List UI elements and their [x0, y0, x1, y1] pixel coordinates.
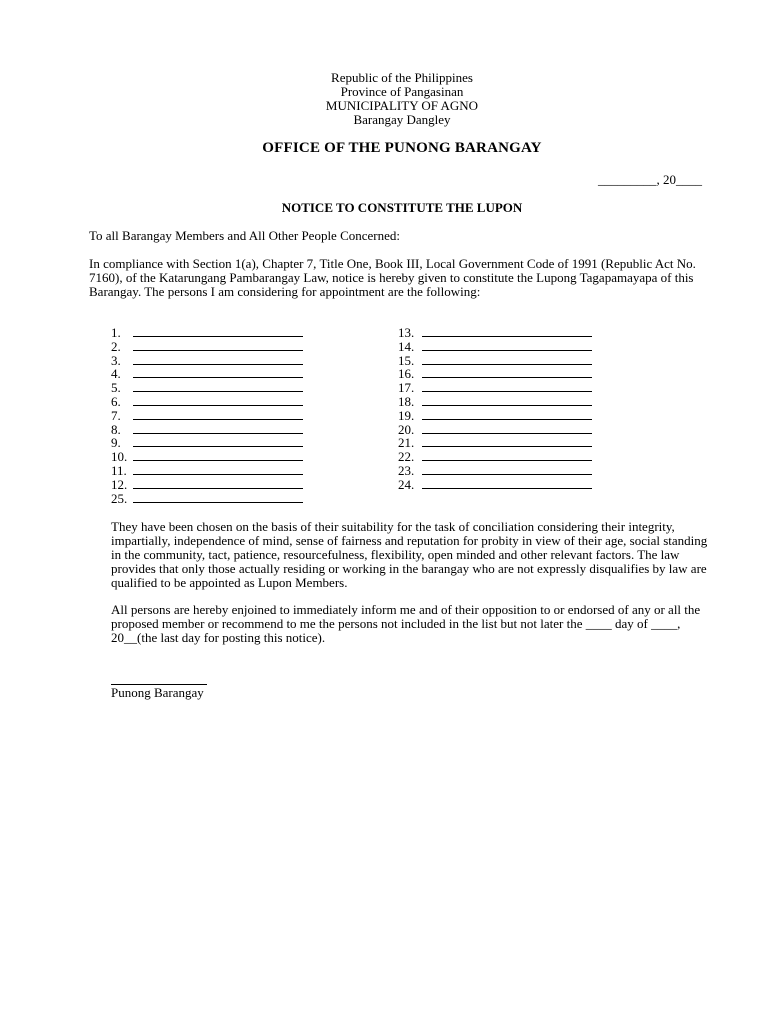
- notice-title: NOTICE TO CONSTITUTE THE LUPON: [281, 200, 523, 215]
- name-blank-line: [133, 450, 303, 461]
- list-item: [398, 409, 592, 423]
- name-blank-line: [422, 381, 592, 392]
- list-item: [398, 326, 592, 340]
- name-blank-line: [133, 423, 303, 434]
- name-blank-line: [133, 478, 303, 489]
- list-item: [111, 492, 303, 506]
- document-header: [0, 71, 768, 127]
- list-item: [111, 395, 303, 409]
- list-item-number: 17.: [398, 380, 415, 396]
- list-item: [111, 326, 303, 340]
- list-item-number: 2.: [111, 338, 121, 354]
- name-blank-line: [133, 367, 303, 378]
- list-item-number: 10.: [111, 449, 128, 465]
- list-item-number: 15.: [398, 352, 415, 368]
- list-item-number: 16.: [398, 366, 415, 382]
- list-item-number: 25.: [111, 490, 128, 506]
- name-blank-line: [422, 450, 592, 461]
- list-item: [398, 423, 592, 437]
- office-title: OFFICE OF THE PUNONG BARANGAY: [262, 140, 542, 156]
- list-item-number: 24.: [398, 476, 415, 492]
- name-blank-line: [422, 464, 592, 475]
- list-item-number: 5.: [111, 380, 121, 396]
- name-blank-line: [422, 409, 592, 420]
- name-blank-line: [133, 464, 303, 475]
- list-item-number: 13.: [398, 325, 415, 340]
- list-item-number: 23.: [398, 462, 415, 478]
- header-republic: Republic of the Philippines: [331, 70, 473, 85]
- list-item-number: 19.: [398, 407, 415, 423]
- list-item: [398, 354, 592, 368]
- list-item: [398, 340, 592, 354]
- list-item: [111, 450, 303, 464]
- list-item: [398, 367, 592, 381]
- name-blank-line: [422, 354, 592, 365]
- list-item-number: 7.: [111, 407, 121, 423]
- list-item-number: 6.: [111, 393, 121, 409]
- name-blank-line: [133, 409, 303, 420]
- list-item: [111, 381, 303, 395]
- name-blank-line: [422, 326, 592, 337]
- member-list-right: [398, 326, 592, 492]
- name-blank-line: [133, 354, 303, 365]
- list-item-number: 1.: [111, 325, 121, 340]
- list-item-number: 21.: [398, 435, 415, 451]
- header-barangay: Barangay Dangley: [353, 112, 451, 127]
- list-item: [398, 436, 592, 450]
- name-blank-line: [422, 395, 592, 406]
- list-item: [111, 436, 303, 450]
- header-municipality: MUNICIPALITY OF AGNO: [325, 98, 479, 113]
- list-item: [398, 464, 592, 478]
- name-blank-line: [133, 326, 303, 337]
- header-province: Province of Pangasinan: [340, 84, 464, 99]
- list-item: [111, 464, 303, 478]
- list-item-number: 18.: [398, 393, 415, 409]
- list-item: [398, 478, 592, 492]
- name-blank-line: [422, 367, 592, 378]
- list-item-number: 4.: [111, 366, 121, 382]
- list-item-number: 22.: [398, 449, 415, 465]
- date-line: _________, 20____: [598, 172, 702, 187]
- list-item-number: 9.: [111, 435, 121, 451]
- list-item: [398, 395, 592, 409]
- name-blank-line: [422, 478, 592, 489]
- name-blank-line: [133, 492, 303, 503]
- list-item: [398, 381, 592, 395]
- qualifications-paragraph: They have been chosen on the basis of their suitability for the task of conciliation considering their integrity, impartially, independence of mind, sense of fairness and reputation for probity in view of their age, social standing in the community, tact, patience, resourcefulness, flexibility, open minded and other relevant factors. The law provides that only those actually residing or working in the barangay who are not expressly disqualifies by law are qualified to be appointed as Lupon Members.: [111, 519, 708, 590]
- list-item: [111, 423, 303, 437]
- compliance-paragraph: In compliance with Section 1(a), Chapter 7, Title One, Book III, Local Government Code of 1991 (Republic Act No. 7160), of the Katarungang Pambarangay Law, notice is hereby given to constitute the Lupong Tagapamayapa of this Barangay. The persons I am considering for appointment are the following:: [89, 256, 696, 299]
- list-item: [111, 409, 303, 423]
- name-blank-line: [422, 340, 592, 351]
- salutation: To all Barangay Members and All Other People Concerned:: [89, 228, 401, 243]
- list-item: [111, 340, 303, 354]
- signature-label: Punong Barangay: [111, 685, 204, 700]
- name-blank-line: [133, 340, 303, 351]
- name-blank-line: [422, 436, 592, 447]
- list-item-number: 3.: [111, 352, 121, 368]
- list-item: [111, 354, 303, 368]
- list-item-number: 11.: [111, 462, 127, 478]
- name-blank-line: [133, 381, 303, 392]
- member-list-left: [111, 326, 303, 505]
- list-item: [398, 450, 592, 464]
- opposition-paragraph: All persons are hereby enjoined to immediately inform me and of their opposition to or endorsed of any or all the proposed member or recommend to me the persons not included in the list but not later the ____ day of ____, 20__(the last day for posting this notice).: [111, 602, 701, 645]
- list-item: [111, 478, 303, 492]
- list-item: [111, 367, 303, 381]
- name-blank-line: [133, 436, 303, 447]
- list-item-number: 14.: [398, 338, 415, 354]
- list-item-number: 20.: [398, 421, 415, 437]
- list-item-number: 12.: [111, 476, 128, 492]
- name-blank-line: [422, 423, 592, 434]
- name-blank-line: [133, 395, 303, 406]
- list-item-number: 8.: [111, 421, 121, 437]
